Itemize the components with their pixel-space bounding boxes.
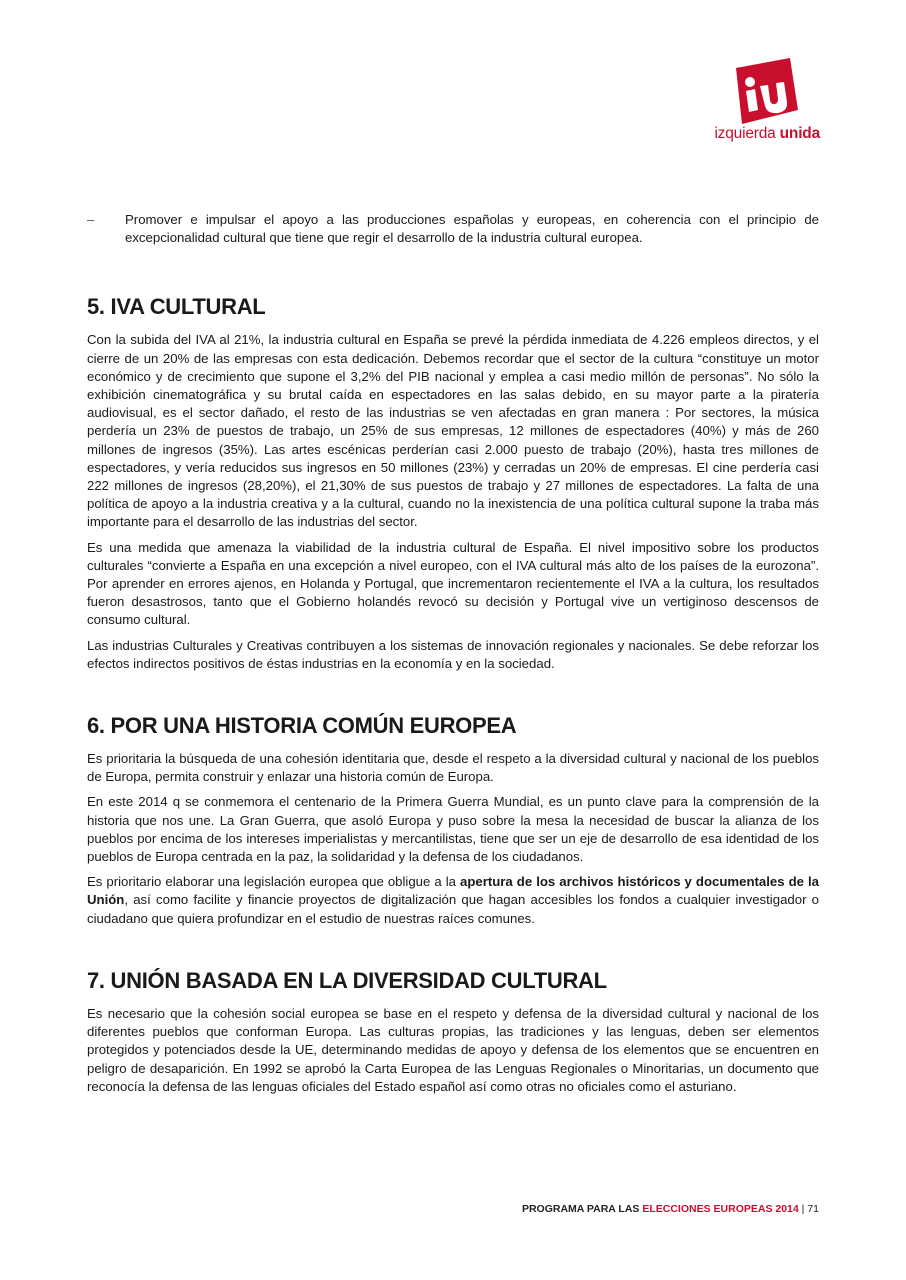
- section-7-paragraph-1: Es necesario que la cohesión social europea se base en el respeto y defensa de la diversidad cultural y nacional de los diferentes pueblos que conforman Europa. Las culturas propias, las tradiciones y las lenguas, deben ser elementos protegidos y potenciados desde la UE, determinando medidas de apoyo y defensa de los elementos que se encuentren en peligro de desaparición. En 1992 se aprobó la Carta Europea de las Lenguas Regionales o Minoritarias, un documento que reconocía la defensa de las lenguas oficiales del Estado español así como otras no oficiales como el asturiano.: [87, 1005, 819, 1094]
- page-content: [87, 211, 819, 1103]
- section-6-paragraph-1: Es prioritaria la búsqueda de una cohesión identitaria que, desde el respeto a la diversidad cultural y nacional de los pueblos de Europa, permita construir y enlazar una historia común de Europa.: [87, 751, 819, 785]
- logo-wordmark: [706, 125, 820, 143]
- page-footer: [522, 1203, 819, 1215]
- logo-name-bold: unida: [779, 125, 820, 142]
- page-number: 71: [807, 1203, 819, 1215]
- iu-logo-icon: [730, 58, 798, 124]
- section-6-paragraph-3: [87, 873, 819, 928]
- bullet-text: Promover e impulsar el apoyo a las producciones españolas y europeas, en coherencia con el principio de excepcionalidad cultural que tiene que regir el desarrollo de la industria cultural europea.: [125, 212, 819, 246]
- logo-name-normal: izquierda: [714, 125, 776, 142]
- section-6-heading: 6. POR UNA HISTORIA COMÚN EUROPEA: [87, 713, 517, 739]
- bullet-marker: –: [87, 212, 95, 227]
- footer-separator: |: [801, 1203, 805, 1215]
- section-5-paragraph-1: Con la subida del IVA al 21%, la industria cultural en España se prevé la pérdida inmediata de 4.226 empleos directos, y el cierre de un 20% de las empresas con esta dedicación. Debemos recordar que el sector de la cultura “constituye un motor económico y de crecimiento que supone el 3,2% del PIB nacional y emplea a casi medio millón de personas”. No sólo la exhibición cinematográfica y su brutal caída en espectadores en las salas debido, en su mayor parte a la piratería audiovisual, es el sector dañado, el resto de las industrias se ven afectadas en gran manera : Por sectores, la música perdería un 23% de puestos de trabajo, un 25% de sus empresas, 12 millones de espectadores (40%) y más de 260 millones de ingresos (35%). Las artes escénicas perderían casi 2.000 puesto de trabajo (20%), hasta tres millones de espectadores, y vería reducidos sus ingresos en 50 millones (23%) y cerradas un 20% de empresas. El cine perdería casi 222 millones de ingresos (28,20%), el 21,30% de sus puestos de trabajo y 27 millones de espectadores. La falta de una política de apoyo a la industria creativa y a la cultural, cuando no la inexistencia de una política cultural supone la traba más importante para el desarrollo de las industrias del sector.: [87, 332, 819, 530]
- bullet-item: [87, 211, 819, 247]
- section-6-p3-bold: apertura de los archivos históricos y documentales de la Unión: [87, 874, 819, 908]
- section-7-heading: 7. UNIÓN BASADA EN LA DIVERSIDAD CULTURAL: [87, 967, 607, 993]
- section-5-paragraph-3: Las industrias Culturales y Creativas contribuyen a los sistemas de innovación regionales y nacionales. Se debe reforzar los efectos indirectos positivos de éstas industrias en la economía y en la sociedad.: [87, 637, 819, 671]
- section-5-paragraph-2: Es una medida que amenaza la viabilidad de la industria cultural de España. El nivel impositivo sobre los productos culturales “convierte a España en una excepción a nivel europeo, con el IVA cultural más alto de los países de la eurozona”. Por aprender en errores ajenos, en Holanda y Portugal, que incrementaron recientemente el IVA a la cultura, los resultados fueron desastrosos, tanto que el Gobierno holandés revocó su decisión y Portugal vive un vertiginoso descensos de consumo cultural.: [87, 539, 819, 628]
- section-5-heading: 5. IVA CULTURAL: [87, 294, 266, 320]
- party-logo: [706, 58, 820, 146]
- section-6-p3-start: Es prioritario elaborar una legislación europea que obligue a la: [87, 874, 460, 890]
- section-6-paragraph-2: En este 2014 q se conmemora el centenario de la Primera Guerra Mundial, es un punto clave para la comprensión de la historia que nos une. La Gran Guerra, que asoló Europa y puso sobre la mesa la necesidad de buscar la alianza de los pueblos por encima de los intereses imperialistas y mercantilistas, tiene que ser un eje de desarrollo de esa identidad de los pueblos de Europa centrada en la paz, la solidaridad y la defensa de los ciudadanos.: [87, 794, 819, 865]
- section-6-p3-end: , así como facilite y financie proyectos de digitalización que hagan accesibles los fondos a cualquier investigador o ciudadano que quiera profundizar en el estudio de nuestras raíces comunes.: [87, 892, 819, 926]
- footer-prefix: PROGRAMA PARA LAS: [521, 1203, 640, 1215]
- footer-highlight: ELECCIONES EUROPEAS 2014: [642, 1203, 799, 1215]
